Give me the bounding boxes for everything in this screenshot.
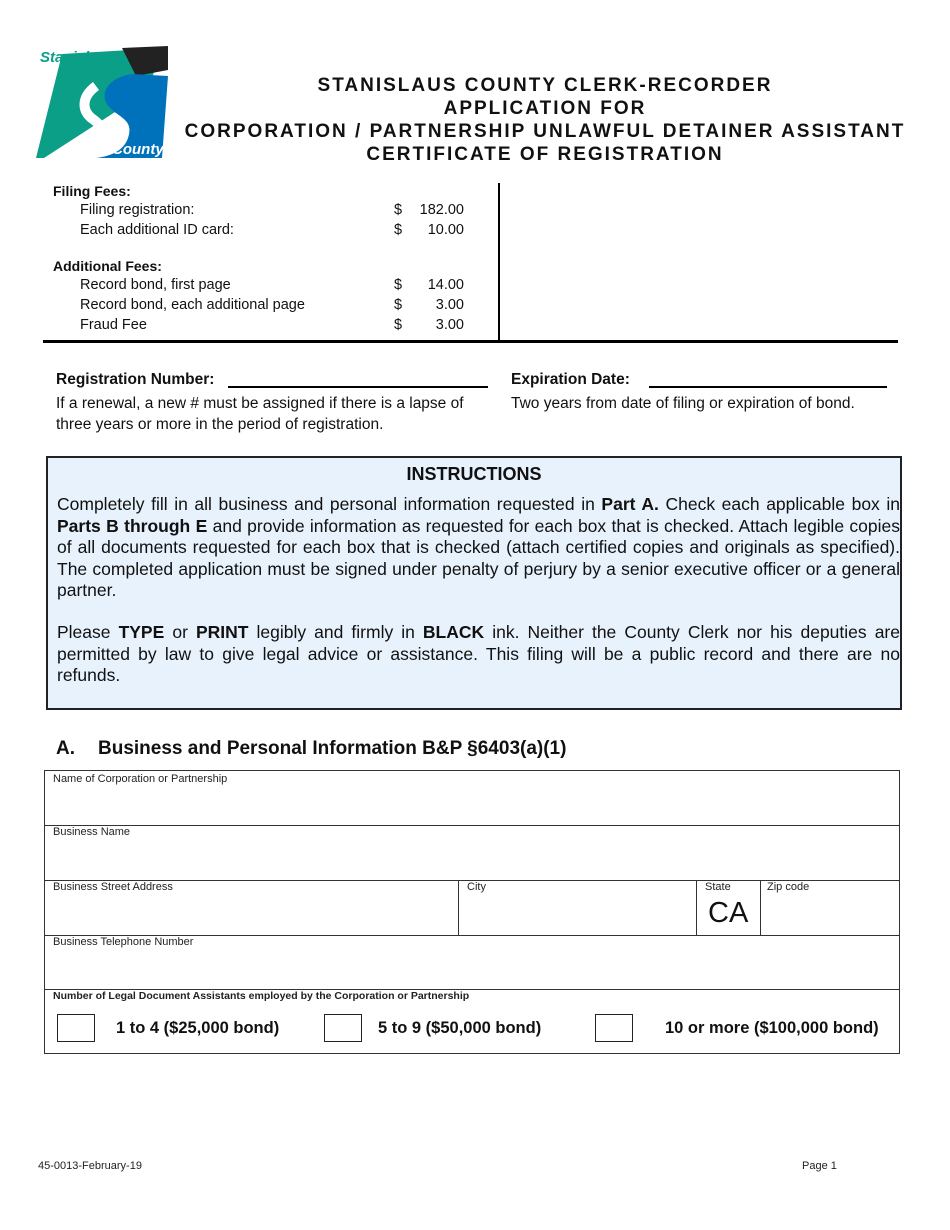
option-1-to-4-label: 1 to 4 ($25,000 bond) xyxy=(116,1019,280,1037)
page-number: Page 1 xyxy=(802,1160,837,1172)
fee-currency: $ xyxy=(394,277,403,293)
instr-text: Completely fill in all business and personal information requested in xyxy=(57,494,602,514)
expiration-note: Two years from date of filing or expiration of bond. xyxy=(511,395,855,412)
street-address-label: Business Street Address xyxy=(53,881,173,893)
state-label: State xyxy=(705,881,731,893)
option-5-to-9-checkbox[interactable] xyxy=(324,1014,362,1042)
instr-bold: TYPE xyxy=(118,622,165,642)
fee-currency: $ xyxy=(394,222,403,238)
instructions-paragraph-2 xyxy=(57,622,900,687)
zip-code-label: Zip code xyxy=(767,881,810,893)
business-info-form xyxy=(44,770,900,1054)
instr-text: Please xyxy=(57,622,119,642)
instr-text: Check each applicable box in xyxy=(658,494,901,514)
instr-text: ink. Neither the County Clerk nor his deputies are permitted by law to give legal advice or assistance. This filing will be a public record and there are no refunds. xyxy=(57,622,900,685)
option-10-or-more-checkbox[interactable] xyxy=(595,1014,633,1042)
instr-text: and provide information as requested for each box that is checked. Attach legible copies of all documents requested for each box that is checked (attach certified copies and originals as specified). The completed application must be signed under penalty of perjury by a senior executive officer or a general partner. xyxy=(57,515,900,600)
registration-number-field[interactable] xyxy=(228,386,488,388)
instr-bold: BLACK xyxy=(422,622,485,642)
fee-label: Filing registration: xyxy=(80,202,195,218)
instr-bold: Part A. xyxy=(601,494,659,514)
header-line-2: APPLICATION FOR xyxy=(443,98,647,119)
expiration-date-label: Expiration Date: xyxy=(511,371,630,388)
county-logo xyxy=(36,46,168,158)
option-5-to-9-label: 5 to 9 ($50,000 bond) xyxy=(378,1019,542,1037)
city-field[interactable] xyxy=(459,881,696,935)
fee-label: Fraud Fee xyxy=(80,317,147,333)
header-line-4: CERTIFICATE OF REGISTRATION xyxy=(366,144,724,165)
city-label: City xyxy=(467,881,486,893)
instr-bold: Parts B through E xyxy=(57,515,208,536)
instructions-box xyxy=(46,456,902,710)
fee-label: Each additional ID card: xyxy=(80,222,234,238)
fee-currency: $ xyxy=(394,317,403,333)
corp-name-field[interactable] xyxy=(45,771,899,825)
logo-text-bottom: County xyxy=(112,141,164,158)
additional-fees-heading: Additional Fees: xyxy=(53,258,162,274)
phone-field[interactable] xyxy=(45,936,899,989)
state-field[interactable] xyxy=(697,881,760,935)
fees-divider-horizontal xyxy=(43,340,898,343)
section-a-letter: A. xyxy=(56,738,75,759)
instr-text: or xyxy=(164,622,196,642)
header-line-1: STANISLAUS COUNTY CLERK-RECORDER xyxy=(317,75,773,96)
header-line-3: CORPORATION / PARTNERSHIP UNLAWFUL DETAINER ASSISTANT xyxy=(184,121,906,142)
expiration-date-field[interactable] xyxy=(649,386,887,388)
fee-label: Record bond, first page xyxy=(80,277,231,293)
logo-text-top: Stanislaus xyxy=(40,49,116,66)
fee-currency: $ xyxy=(394,202,403,218)
fee-amount: 182.00 xyxy=(419,202,464,218)
assistants-count-label: Number of Legal Document Assistants employed by the Corporation or Partnership xyxy=(53,990,470,1002)
fee-amount: 3.00 xyxy=(435,317,464,333)
corp-name-label: Name of Corporation or Partnership xyxy=(53,773,228,785)
registration-note: If a renewal, a new # must be assigned if there is a lapse of three years or more in the period of registration. xyxy=(56,395,464,433)
form-id: 45-0013-February-19 xyxy=(38,1160,142,1172)
instr-text: legibly and firmly in xyxy=(248,622,423,642)
street-address-field[interactable] xyxy=(45,881,458,935)
zip-code-field[interactable] xyxy=(761,881,899,935)
state-value: CA xyxy=(708,897,749,929)
fee-amount: 10.00 xyxy=(427,222,464,238)
phone-label: Business Telephone Number xyxy=(53,936,194,948)
instructions-title: INSTRUCTIONS xyxy=(406,464,542,484)
fee-currency: $ xyxy=(394,297,403,313)
option-10-or-more-label: 10 or more ($100,000 bond) xyxy=(665,1019,879,1037)
option-1-to-4-checkbox[interactable] xyxy=(57,1014,95,1042)
fee-amount: 3.00 xyxy=(435,297,464,313)
business-name-field[interactable] xyxy=(45,826,899,880)
filing-fees-heading: Filing Fees: xyxy=(53,183,131,199)
business-name-label: Business Name xyxy=(53,826,131,838)
instr-bold: PRINT xyxy=(195,622,249,642)
fee-amount: 14.00 xyxy=(427,277,464,293)
fee-label: Record bond, each additional page xyxy=(80,297,305,313)
section-a-title xyxy=(56,738,566,760)
fees-divider-vertical xyxy=(498,183,500,341)
registration-number-label: Registration Number: xyxy=(56,371,215,388)
instructions-paragraph-1 xyxy=(57,494,900,602)
section-a-heading: Business and Personal Information B&P §6403(a)(1) xyxy=(98,738,567,759)
